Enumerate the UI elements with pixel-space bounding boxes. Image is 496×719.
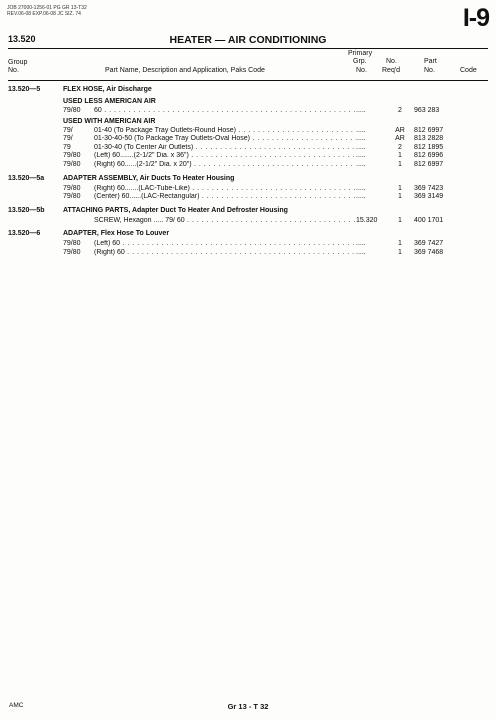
part-row (8, 161, 488, 170)
part-group (8, 86, 488, 170)
part-row (8, 127, 488, 136)
row-part-number: 812 1895 (414, 143, 444, 151)
row-part-number: 369 3149 (414, 193, 444, 201)
part-row (8, 107, 488, 116)
row-qty: AR (395, 135, 405, 143)
group-header (8, 230, 488, 240)
row-part-number: 963 283 (414, 107, 440, 114)
row-part-number: 369 7423 (414, 184, 444, 192)
part-row (8, 193, 488, 202)
part-group (8, 207, 488, 226)
row-year: 79/80 (63, 240, 81, 248)
row-description: (Right) 60.......(LAC-Tube-Like) . . . (94, 185, 356, 194)
header-primary: Primary (348, 50, 373, 57)
row-description: (Right) 60 . . . (94, 249, 356, 258)
row-part-number: 400 1701 (414, 216, 444, 224)
row-description: 60 . . . (94, 107, 356, 116)
row-year: 79/80 (63, 107, 81, 114)
group-number: 13.520—5 (8, 86, 41, 93)
part-row (8, 144, 488, 153)
row-part-number: 369 7427 (414, 240, 444, 248)
page-title: HEATER — AIR CONDITIONING (169, 34, 327, 46)
row-qty: AR (395, 126, 405, 134)
row-year: 79/80 (63, 160, 81, 168)
job-info (7, 5, 87, 17)
row-description: 01-40 (To Package Tray Outlets-Round Hose) . . . (94, 127, 356, 136)
row-qty: 1 (398, 184, 402, 192)
row-primary-group: ..... (356, 135, 366, 143)
part-row (8, 217, 488, 226)
row-qty: 1 (398, 152, 402, 160)
row-description: 01-30-40 (To Center Air Outlets) . . . (94, 144, 356, 153)
part-row (8, 152, 488, 161)
row-primary-group: ..... (356, 193, 366, 201)
row-primary-group: ..... (356, 184, 366, 192)
row-description: SCREW, Hexagon ..... 79/ 60 . . . (94, 217, 356, 226)
group-title: ATTACHING PARTS, Adapter Duct To Heater And Defroster Housing (63, 206, 288, 214)
row-primary-group: ..... (356, 160, 366, 168)
group-header (8, 175, 488, 185)
page-code: I-9 (462, 4, 489, 32)
header-bottom-rule (8, 80, 488, 81)
row-year: 79/80 (63, 193, 81, 201)
part-row (8, 240, 488, 249)
row-year: 79/80 (63, 248, 81, 256)
row-description: (Center) 60......(LAC-Rectangular) . . . (94, 193, 356, 202)
row-year: 79 (63, 143, 71, 151)
part-row (8, 185, 488, 194)
header-group: Group (8, 59, 28, 66)
group-number: 13.520—5a (8, 174, 45, 182)
section-number: 13.520 (8, 34, 36, 44)
part-row (8, 249, 488, 258)
row-description: (Right) 60......(2-1/2" Dia. x 20") . . . (94, 161, 356, 170)
header-part-name: Part Name, Description and Application, Paks Code (105, 67, 265, 74)
header-grp: Grp. (353, 58, 367, 65)
part-group (8, 175, 488, 202)
group-title: FLEX HOSE, Air Discharge (63, 86, 152, 93)
group-number: 13.520—6 (8, 230, 41, 238)
row-qty: 1 (398, 160, 402, 168)
group-title: ADAPTER, Flex Hose To Louver (63, 230, 170, 238)
group-title: ADAPTER ASSEMBLY, Air Ducts To Heater Housing (63, 174, 235, 182)
row-qty: 1 (398, 248, 402, 256)
header-part-no: No. (424, 67, 435, 74)
row-primary-group: ..... (356, 107, 366, 114)
row-year: 79/80 (63, 184, 81, 192)
row-part-number: 369 7468 (414, 248, 444, 256)
row-part-number: 813 2828 (414, 135, 444, 143)
row-description: (Left) 60 . . . (94, 240, 356, 249)
header-no-reqd-1: No. (386, 58, 397, 65)
row-part-number: 812 6997 (414, 160, 444, 168)
header-rule (8, 48, 488, 49)
header-code: Code (460, 67, 477, 74)
parts-list (8, 86, 488, 263)
row-primary-group: ..... (356, 126, 366, 134)
job-line-1: JOB 27000-1256-01 PG GR 13-T32 (7, 5, 87, 11)
header-no-reqd-2: Req'd (382, 67, 401, 74)
row-qty: 1 (398, 216, 402, 224)
row-qty: 1 (398, 240, 402, 248)
header-no: No. (8, 67, 19, 74)
row-primary-group: ..... (356, 152, 366, 160)
group-header (8, 207, 488, 217)
row-primary-group: ..... (356, 143, 366, 151)
footer-left: AMC (9, 702, 24, 709)
part-group (8, 230, 488, 257)
row-primary-group: ..... (356, 240, 366, 248)
row-year: 79/ (63, 126, 73, 134)
row-description: (Left) 60.......(2-1/2" Dia. x 36") . . . (94, 152, 356, 161)
group-number: 13.520—5b (8, 206, 45, 214)
row-primary-group: 15.320 (356, 216, 378, 224)
subsection-heading: USED LESS AMERICAN AIR (63, 98, 156, 105)
part-row (8, 135, 488, 144)
row-part-number: 812 6997 (414, 126, 444, 134)
header-grp-no: No. (356, 67, 367, 74)
title-bar (8, 34, 488, 47)
row-qty: 1 (398, 193, 402, 201)
row-year: 79/ (63, 135, 73, 143)
column-headers (8, 50, 488, 78)
group-header (8, 86, 488, 96)
row-qty: 2 (398, 107, 402, 114)
row-year: 79/80 (63, 152, 81, 160)
job-line-2: REV.06-08 EXP.06-08 JC SIZ. 74 (7, 11, 81, 17)
header-part: Part (424, 58, 437, 65)
row-primary-group: ..... (356, 248, 366, 256)
row-description: 01-30-40-50 (To Package Tray Outlets-Oval Hose) . . . (94, 135, 356, 144)
footer-center: Gr 13 - T 32 (227, 702, 269, 711)
subsection-heading: USED WITH AMERICAN AIR (63, 117, 156, 125)
row-part-number: 812 6996 (414, 152, 444, 160)
row-qty: 2 (398, 143, 402, 151)
